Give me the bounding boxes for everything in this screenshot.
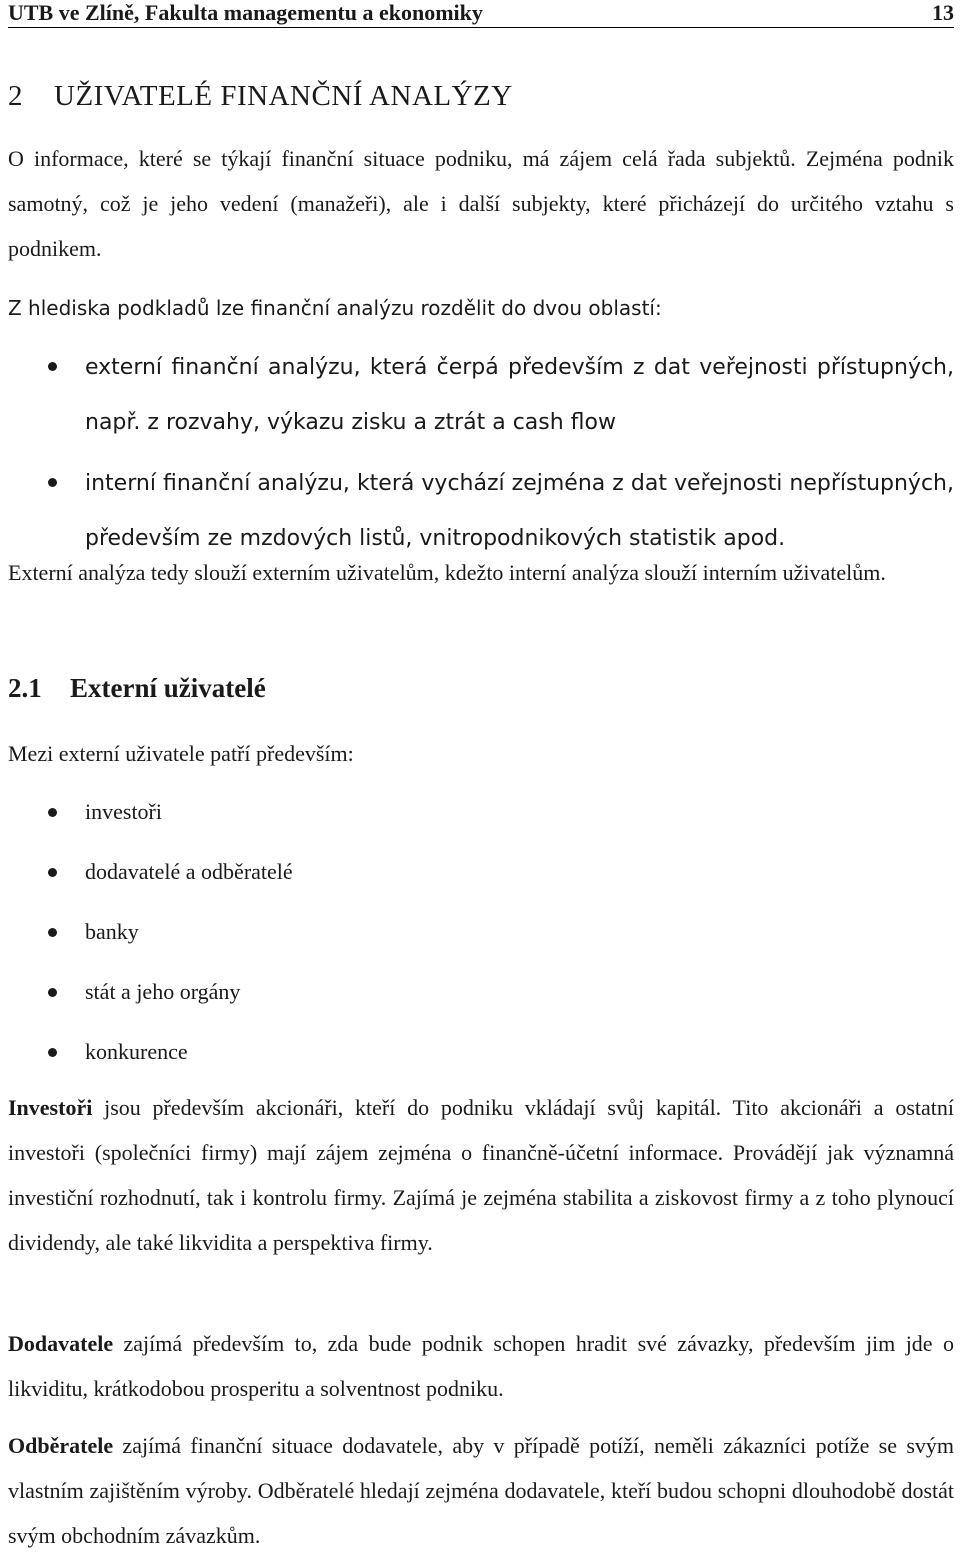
suppliers-paragraph: Dodavatele zajímá především to, zda bude podnik schopen hradit své závazky, především jim jde o likviditu, krátkodobou prosperitu a solventnost podniku. [8,1331,954,1401]
section-number: 2.1 [8,673,42,703]
list-item: externí finanční analýzu, která čerpá především z dat veřejnosti přístupných, např. z rozvahy, výkazu zisku a ztrát a cash flow [8,340,954,450]
bullet-icon [48,1048,57,1057]
investors-paragraph: Investoři jsou především akcionáři, kteří do podniku vkládají svůj kapitál. Tito akcionáři a ostatní investoři (společníci firmy) mají zájem zejména o finančně-účetní informace. Provádějí jak významná investiční rozhodnutí, tak i kontrolu firmy. Zajímá je zejména stabilita a ziskovost firmy a z toho plynoucí dividendy, ale také likvidita a perspektiva firmy. [8,1095,954,1255]
section-title: Externí uživatelé [70,673,266,703]
page-header [8,0,954,28]
header-title: UTB ve Zlíně, Fakulta managementu a ekonomiky [8,0,483,25]
list-item: dodavatelé a odběratelé [8,842,954,902]
list-item: banky [8,902,954,962]
bullet-icon [48,808,57,817]
chapter-heading [8,80,513,113]
section-heading [8,673,266,704]
bullet-icon [48,362,57,371]
analysis-types-list [8,340,954,572]
investors-term: Investoři [8,1095,93,1120]
external-users-list [8,782,954,1082]
bullet-icon [48,928,57,937]
summary-paragraph: Externí analýza tedy slouží externím uživatelům, kdežto interní analýza slouží interním uživatelům. [8,560,886,585]
split-intro-paragraph: Z hlediska podkladů lze finanční analýzu rozdělit do dvou oblastí: [8,296,662,320]
list-item: stát a jeho orgány [8,962,954,1022]
list-item: konkurence [8,1022,954,1082]
bullet-icon [48,868,57,877]
users-intro-paragraph: Mezi externí uživatele patří především: [8,741,354,766]
customers-term: Odběratele [8,1433,114,1458]
suppliers-term: Dodavatele [8,1331,114,1356]
customers-paragraph: Odběratele zajímá finanční situace dodavatele, aby v případě potíží, neměli zákazníci potíže se svým vlastním zajištěním výroby. Odběratelé hledají zejména dodavatele, kteří budou schopni dlouhodobě dostát svým obchodním závazkům. [8,1433,954,1548]
bullet-icon [48,478,57,487]
intro-paragraph: O informace, které se týkají finanční situace podniku, má zájem celá řada subjektů. Zejména podnik samotný, což je jeho vedení (manažeři), ale i další subjekty, které přicházejí do určitého vztahu s podnikem. [8,146,954,261]
bullet-icon [48,988,57,997]
chapter-number: 2 [8,80,23,112]
list-item: interní finanční analýzu, která vychází zejména z dat veřejnosti nepřístupných, především ze mzdových listů, vnitropodnikových statistik apod. [8,456,954,566]
page-number: 13 [932,0,954,25]
list-item: investoři [8,782,954,842]
chapter-title: UŽIVATELÉ FINANČNÍ ANALÝZY [54,80,513,112]
